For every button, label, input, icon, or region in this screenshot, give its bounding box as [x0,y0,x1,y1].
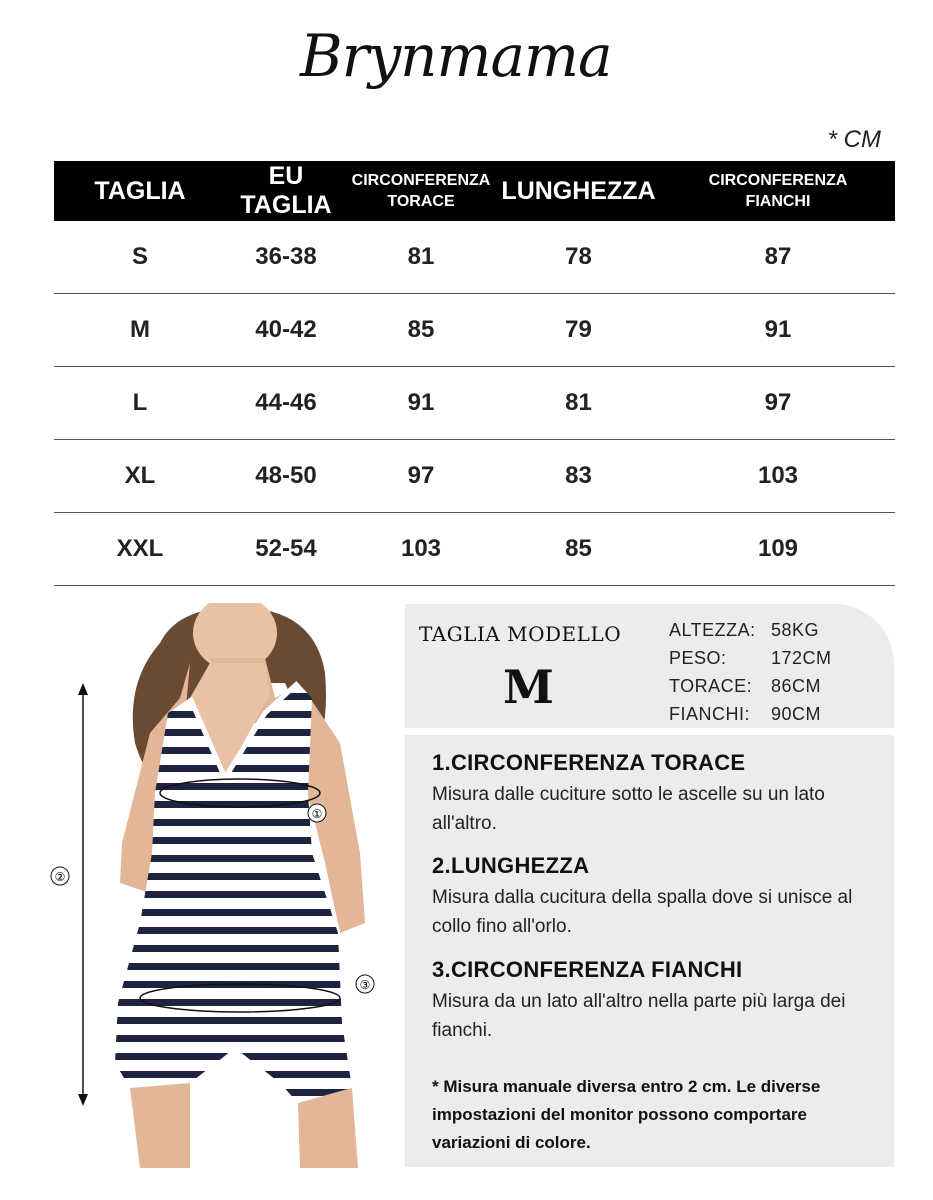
model-specs [669,616,832,728]
spec-row: ALTEZZA: 58KG [669,620,820,640]
instruction-text: Misura dalle cuciture sotto le ascelle su un lato all'altro. [432,784,825,834]
model-photo [40,603,395,1168]
table-row [54,221,895,294]
cell-eu-size: 44-46 [226,367,346,440]
instruction-title: 3.CIRCONFERENZA FIANCHI [432,957,743,982]
measurement-instructions [405,735,894,1167]
cell-size: S [54,221,226,294]
instruction-text: Misura dalla cucitura della spalla dove si unisce al collo fino all'orlo. [432,887,853,937]
cell-length: 85 [496,513,661,586]
cell-chest: 103 [346,513,496,586]
table-row [54,440,895,513]
cell-eu-size: 40-42 [226,294,346,367]
cell-chest: 97 [346,440,496,513]
cell-hips: 103 [661,440,895,513]
header-circonferenza-fianchi: CIRCONFERENZA FIANCHI [661,161,895,221]
cell-size: L [54,367,226,440]
cell-eu-size: 48-50 [226,440,346,513]
cell-eu-size: 52-54 [226,513,346,586]
spec-row: FIANCHI: 90CM [669,704,822,724]
header-eu-taglia: EU TAGLIA [226,161,346,221]
table-row [54,367,895,440]
cell-chest: 81 [346,221,496,294]
spec-row: TORACE: 86CM [669,676,822,696]
brand-logo: Brynmama [300,22,612,90]
table-row [54,513,895,586]
cell-chest: 85 [346,294,496,367]
unit-note: * CM [827,126,881,153]
cell-length: 78 [496,221,661,294]
marker-2: ② [54,870,66,884]
size-table-header [54,161,895,221]
cell-length: 83 [496,440,661,513]
header-lunghezza: LUNGHEZZA [496,161,661,221]
cell-size: XXL [54,513,226,586]
cell-size: M [54,294,226,367]
instruction-title: 1.CIRCONFERENZA TORACE [432,750,746,775]
model-size-value: M [503,660,554,714]
header-circonferenza-torace: CIRCONFERENZA TORACE [346,161,496,221]
spec-row: PESO: 172CM [669,648,832,668]
cell-hips: 91 [661,294,895,367]
cell-length: 81 [496,367,661,440]
cell-size: XL [54,440,226,513]
header-taglia: TAGLIA [54,161,226,221]
size-table [54,161,895,586]
instruction-title: 2.LUNGHEZZA [432,853,590,878]
instruction-text: Misura da un lato all'altro nella parte più larga dei fianchi. [432,991,846,1041]
table-row [54,294,895,367]
model-size-panel [405,604,894,728]
cell-length: 79 [496,294,661,367]
cell-hips: 109 [661,513,895,586]
marker-1: ① [311,807,323,821]
disclaimer: * Misura manuale diversa entro 2 cm. Le diverse impostazioni del monitor possono comportare variazioni di colore. [432,1077,821,1152]
cell-eu-size: 36-38 [226,221,346,294]
cell-hips: 97 [661,367,895,440]
cell-chest: 91 [346,367,496,440]
cell-hips: 87 [661,221,895,294]
model-size-title: TAGLIA MODELLO [419,622,622,646]
marker-3: ③ [359,978,371,992]
